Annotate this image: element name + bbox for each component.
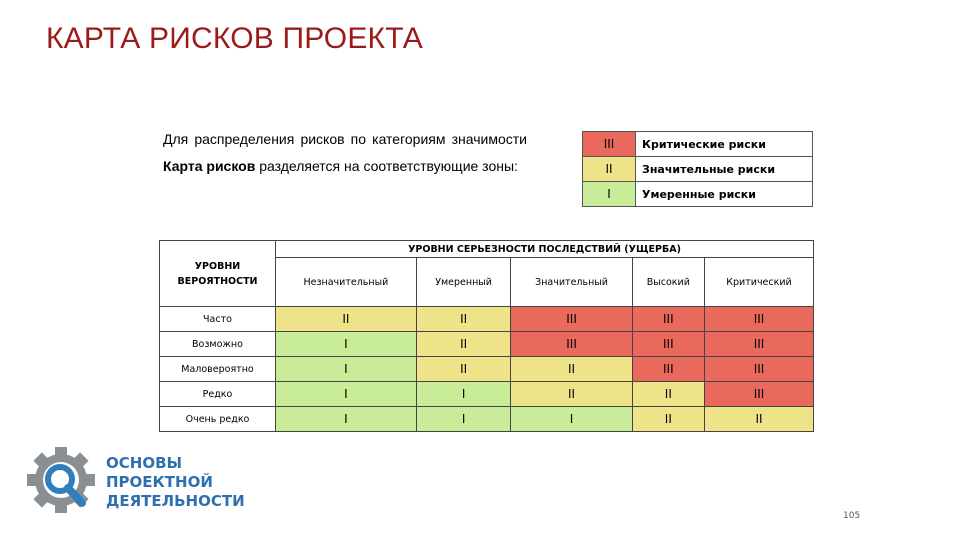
risk-cell: III bbox=[632, 357, 704, 382]
legend-label: Значительные риски bbox=[636, 157, 813, 182]
risk-cell: II bbox=[511, 382, 632, 407]
risk-cell: III bbox=[511, 332, 632, 357]
legend-code: III bbox=[583, 132, 636, 157]
probability-row-label: Маловероятно bbox=[160, 357, 276, 382]
legend-label: Критические риски bbox=[636, 132, 813, 157]
legend-code: I bbox=[583, 182, 636, 207]
severity-column-header: Значительный bbox=[511, 258, 632, 307]
gear-magnifier-icon bbox=[22, 445, 104, 517]
legend-row bbox=[583, 132, 813, 157]
page-title: КАРТА РИСКОВ ПРОЕКТА bbox=[46, 22, 423, 55]
page-number: 105 bbox=[843, 511, 861, 521]
matrix-header-row bbox=[160, 241, 814, 258]
risk-cell: I bbox=[511, 407, 632, 432]
matrix-row bbox=[160, 307, 814, 332]
intro-text-bold: Карта рисков bbox=[163, 158, 256, 174]
risk-matrix-table bbox=[159, 240, 814, 432]
risk-legend-table bbox=[582, 131, 813, 207]
logo-line: ПРОЕКТНОЙ bbox=[106, 473, 213, 491]
matrix-body bbox=[160, 307, 814, 432]
risk-cell: III bbox=[705, 307, 814, 332]
risk-cell: II bbox=[416, 332, 511, 357]
intro-paragraph bbox=[163, 126, 527, 180]
probability-row-label: Очень редко bbox=[160, 407, 276, 432]
risk-cell: I bbox=[416, 382, 511, 407]
risk-cell: II bbox=[416, 307, 511, 332]
risk-cell: II bbox=[276, 307, 417, 332]
matrix-row bbox=[160, 357, 814, 382]
severity-column-header: Умеренный bbox=[416, 258, 511, 307]
risk-cell: III bbox=[511, 307, 632, 332]
risk-cell: I bbox=[276, 407, 417, 432]
risk-cell: I bbox=[276, 357, 417, 382]
legend-row bbox=[583, 157, 813, 182]
risk-cell: II bbox=[632, 382, 704, 407]
probability-row-label: Часто bbox=[160, 307, 276, 332]
risk-cell: III bbox=[632, 332, 704, 357]
risk-cell: II bbox=[705, 407, 814, 432]
probability-levels-header: УРОВНИ ВЕРОЯТНОСТИ bbox=[160, 241, 276, 307]
logo-wordmark bbox=[106, 454, 245, 511]
logo-line: ОСНОВЫ bbox=[106, 454, 183, 472]
probability-row-label: Редко bbox=[160, 382, 276, 407]
risk-cell: III bbox=[705, 382, 814, 407]
matrix-row bbox=[160, 332, 814, 357]
risk-cell: II bbox=[511, 357, 632, 382]
legend-row bbox=[583, 182, 813, 207]
risk-cell: III bbox=[632, 307, 704, 332]
intro-text-before: Для распределения рисков по категориям значимости bbox=[163, 131, 527, 147]
logo-line: ДЕЯТЕЛЬНОСТИ bbox=[106, 492, 245, 510]
risk-cell: III bbox=[705, 332, 814, 357]
legend-label: Умеренные риски bbox=[636, 182, 813, 207]
severity-column-header: Незначительный bbox=[276, 258, 417, 307]
risk-cell: III bbox=[705, 357, 814, 382]
risk-cell: I bbox=[276, 382, 417, 407]
risk-cell: I bbox=[416, 407, 511, 432]
severity-levels-header: УРОВНИ СЕРЬЕЗНОСТИ ПОСЛЕДСТВИЙ (УЩЕРБА) bbox=[276, 241, 814, 258]
probability-row-label: Возможно bbox=[160, 332, 276, 357]
matrix-row bbox=[160, 407, 814, 432]
intro-text-after: разделяется на соответствующие зоны: bbox=[255, 158, 518, 174]
matrix-row bbox=[160, 382, 814, 407]
risk-cell: II bbox=[416, 357, 511, 382]
legend-code: II bbox=[583, 157, 636, 182]
risk-cell: II bbox=[632, 407, 704, 432]
severity-column-header: Критический bbox=[705, 258, 814, 307]
severity-column-header: Высокий bbox=[632, 258, 704, 307]
risk-cell: I bbox=[276, 332, 417, 357]
